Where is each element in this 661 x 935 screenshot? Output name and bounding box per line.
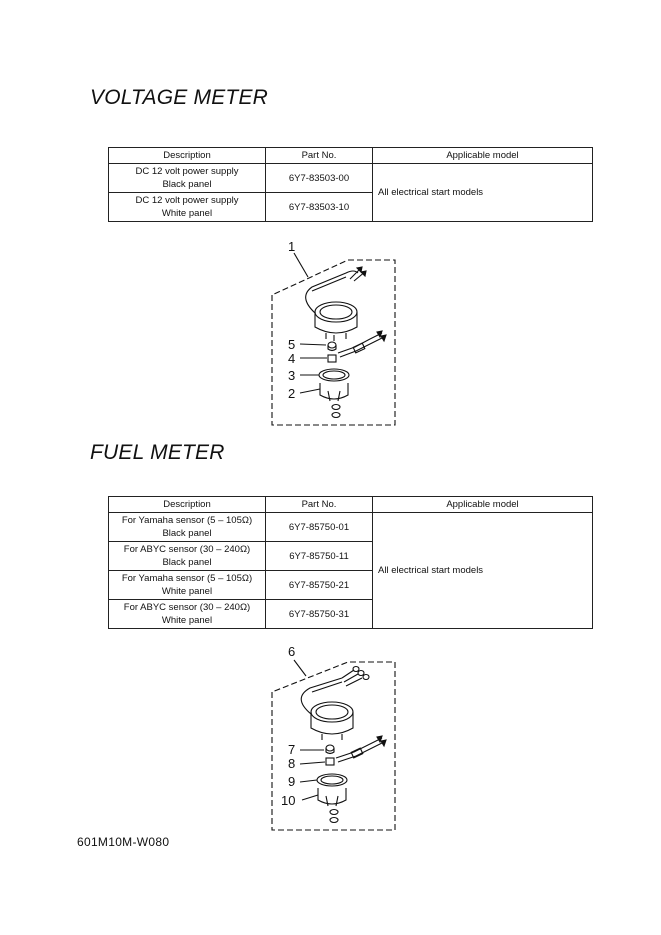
table-header-row	[109, 148, 593, 164]
description-cell	[109, 571, 266, 600]
header-applicable-model: Applicable model	[373, 148, 593, 164]
voltage-meter-illustration	[250, 235, 420, 435]
callout-2: 2	[288, 386, 296, 401]
description-line: DC 12 volt power supply	[135, 166, 239, 177]
description-line: For ABYC sensor (30 – 240Ω)	[123, 544, 251, 555]
callout-1: 1	[288, 239, 296, 254]
table-row	[109, 513, 593, 542]
header-applicable-model: Applicable model	[373, 497, 593, 513]
part-number-cell: 6Y7-85750-21	[266, 571, 373, 600]
part-number-cell: 6Y7-85750-31	[266, 600, 373, 629]
applicable-model-cell: All electrical start models	[373, 164, 593, 222]
fuel-meter-table	[108, 496, 593, 629]
fuel-meter-illustration	[250, 642, 420, 842]
part-number-cell: 6Y7-85750-11	[266, 542, 373, 571]
description-line: For Yamaha sensor (5 – 105Ω)	[121, 573, 253, 584]
callout-7: 7	[288, 742, 296, 757]
description-cell	[109, 542, 266, 571]
table-row	[109, 164, 593, 193]
voltage-meter-figure	[250, 235, 420, 435]
description-line: For Yamaha sensor (5 – 105Ω)	[121, 515, 253, 526]
fuel-meter-figure	[250, 642, 420, 842]
callout-8: 8	[288, 756, 296, 771]
callout-10: 10	[281, 793, 296, 808]
header-description: Description	[109, 497, 266, 513]
part-number-cell: 6Y7-83503-10	[266, 193, 373, 222]
description-cell	[109, 193, 266, 222]
panel-line: Black panel	[162, 179, 212, 190]
table-header-row	[109, 497, 593, 513]
callout-6: 6	[288, 644, 296, 659]
fuel-meter-title: FUEL METER	[90, 441, 225, 464]
header-description: Description	[109, 148, 266, 164]
description-cell	[109, 164, 266, 193]
panel-line: White panel	[161, 208, 213, 219]
callout-9: 9	[288, 774, 296, 789]
panel-line: Black panel	[162, 528, 212, 539]
applicable-model-cell: All electrical start models	[373, 513, 593, 629]
description-line: For ABYC sensor (30 – 240Ω)	[123, 602, 251, 613]
panel-line: White panel	[161, 586, 213, 597]
panel-line: Black panel	[162, 557, 212, 568]
voltage-meter-title: VOLTAGE METER	[90, 86, 269, 109]
panel-line: White panel	[161, 615, 213, 626]
callout-5: 5	[288, 337, 296, 352]
header-part-no: Part No.	[266, 148, 373, 164]
header-part-no: Part No.	[266, 497, 373, 513]
callout-3: 3	[288, 368, 296, 383]
part-number-cell: 6Y7-85750-01	[266, 513, 373, 542]
document-code: 601M10M-W080	[77, 835, 170, 849]
callout-4: 4	[288, 351, 296, 366]
description-line: DC 12 volt power supply	[135, 195, 239, 206]
description-cell	[109, 600, 266, 629]
voltage-meter-table	[108, 147, 593, 222]
part-number-cell: 6Y7-83503-00	[266, 164, 373, 193]
description-cell	[109, 513, 266, 542]
